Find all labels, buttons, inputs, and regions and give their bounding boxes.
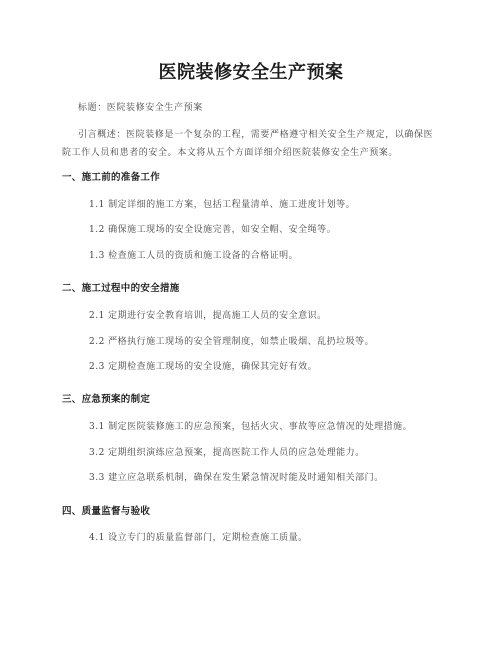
section-2-item-2: 2.2 严格执行施工现场的安全管理制度，如禁止吸烟、乱扔垃圾等。 xyxy=(89,337,375,347)
intro-paragraph: 引言概述：医院装修是一个复杂的工程，需要严格遵守相关安全生产规定，以确保医院工作人员和患者的安全。本文将从五个方面详细介绍医院装修安全生产预案。 xyxy=(62,130,434,158)
section-heading-4: 四、质量监督与验收 xyxy=(62,506,151,517)
section-heading-2: 二、施工过程中的安全措施 xyxy=(62,283,180,294)
section-2-item-1: 2.1 定期进行安全教育培训，提高施工人员的安全意识。 xyxy=(89,311,327,321)
section-heading-3: 三、应急预案的制定 xyxy=(62,394,151,405)
section-1-item-1: 1.1 制定详细的施工方案，包括工程量清单、施工进度计划等。 xyxy=(89,200,356,210)
section-heading-1: 一、施工前的准备工作 xyxy=(62,172,161,183)
document-subtitle: 标题：医院装修安全生产预案 xyxy=(78,103,203,113)
section-4-item-1: 4.1 设立专门的质量监督部门，定期检查施工质量。 xyxy=(89,533,308,543)
section-1-item-3: 1.3 检查施工人员的资质和施工设备的合格证明。 xyxy=(89,251,299,261)
section-1-item-2: 1.2 确保施工现场的安全设施完善，如安全帽、安全绳等。 xyxy=(89,225,337,235)
section-3-item-2: 3.2 定期组织演练应急预案，提高医院工作人员的应急处理能力。 xyxy=(89,448,365,458)
document-title: 医院装修安全生产预案 xyxy=(158,62,344,83)
section-3-item-1: 3.1 制定医院装修施工的应急预案，包括火灾、事故等应急情况的处理措施。 xyxy=(89,422,413,432)
section-2-item-3: 2.3 定期检查施工现场的安全设施，确保其完好有效。 xyxy=(89,362,318,372)
section-3-item-3: 3.3 建立应急联系机制，确保在发生紧急情况时能及时通知相关部门。 xyxy=(89,473,384,483)
